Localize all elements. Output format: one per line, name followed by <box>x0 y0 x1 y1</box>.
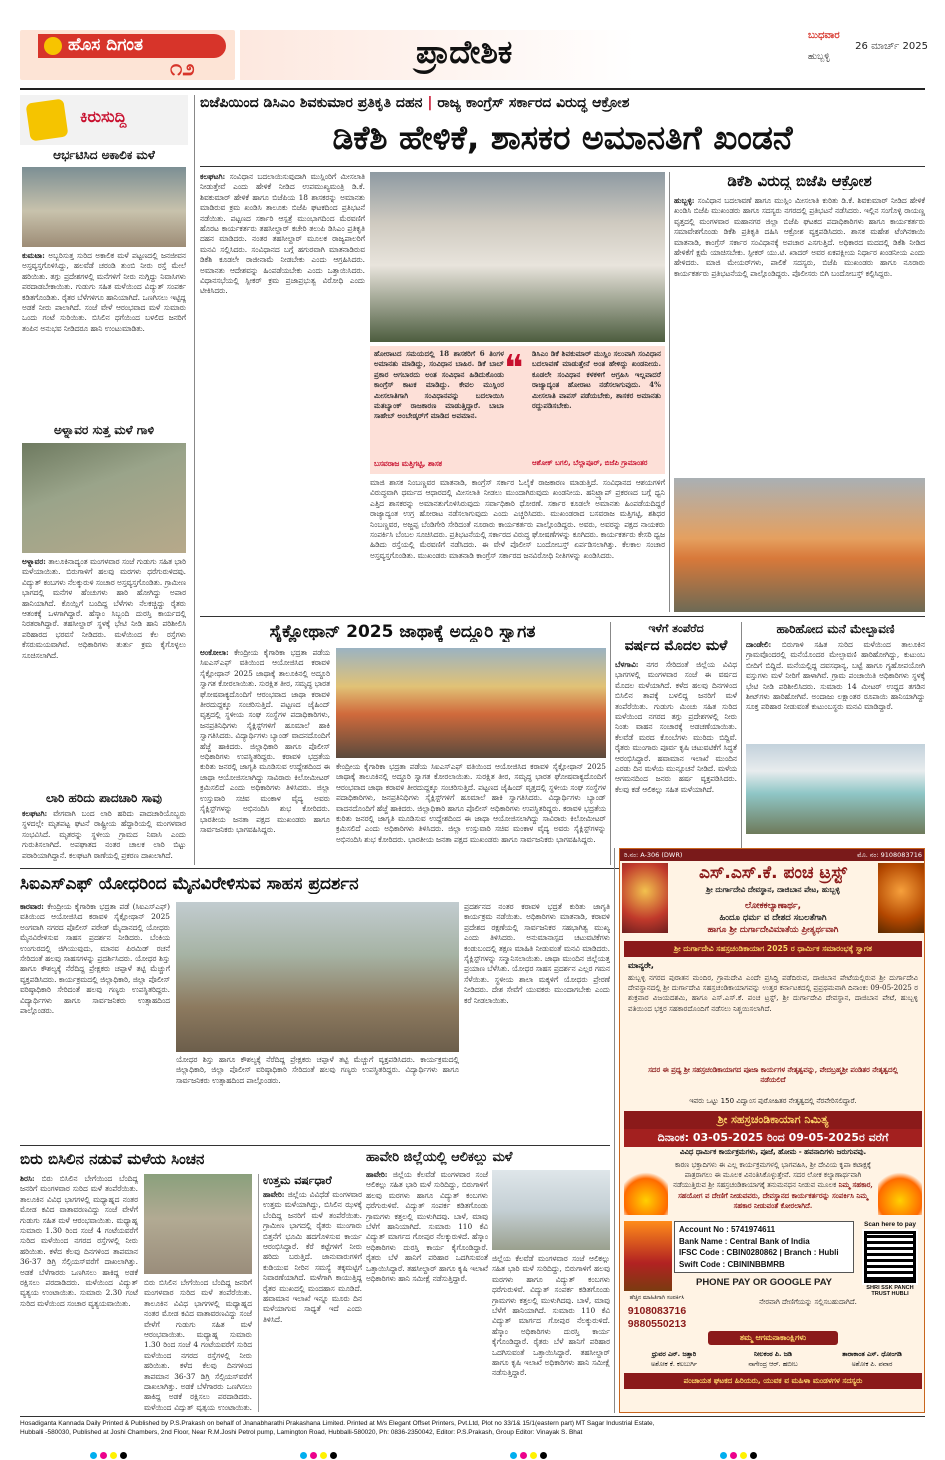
bjp-protest-photo <box>674 478 925 612</box>
scan-label: Scan here to pay <box>863 1221 917 1228</box>
ad-line1: ಲೋಕಕಲ್ಯಾಣಾರ್ಥ, <box>744 901 802 911</box>
ad-top-strip: ರಿ.ನಂ: A-306 (DWR) ಮೊ. ನಂ: 9108083716 <box>620 849 925 861</box>
cisf-body-cont: ಪ್ರದರ್ಶನದ ನಂತರ ಕರಾವಳಿ ಭದ್ರತೆ ಕುರಿತು ಜಾಗೃತಿ ಕಾರ್ಯಕ್ರಮ ನಡೆಯಿತು. ಅಧಿಕಾರಿಗಳು ಮಾತನಾಡಿ, ಕರಾವಳಿ ಪ್ರದೇಶದ ರಕ್ಷಣೆಯಲ್ಲಿ ಸಾರ್ವಜನಿಕರ ಸಹಭಾಗಿತ್ವ ಮುಖ್ಯ ಎಂದು ತಿಳಿಸಿದರು. ಅನುಮಾನಾಸ್ಪದ ಚಟುವಟಿಕೆಗಳು ಕಂಡುಬಂದಲ್ಲಿ ತಕ್ಷಣ ಮಾಹಿತಿ ನೀಡುವಂತೆ ಮನವಿ ಮಾಡಿದರು. ಸೈಕ್ಲಿಸ್ಟ್‌ಗಳನ್ನು ಸನ್ಮಾನಿಸಲಾಯಿತು. ಜಾಥಾ ಮುಂದಿನ ಜಿಲ್ಲೆಯತ್ತ ಪ್ರಯಾಣ ಬೆಳೆಸಿತು. ಯೋಧರ ಸಾಹಸ ಪ್ರದರ್ಶನ ಎಲ್ಲರ ಗಮನ ಸೆಳೆಯಿತು. ಸ್ಥಳೀಯ ಶಾಲಾ ಮಕ್ಕಳಿಗೆ ಯೋಧರು ಪ್ರೇರಣೆ ನೀಡಿದರು. ದೇಶ ಸೇವೆಗೆ ಯುವಕರು ಮುಂದಾಗಬೇಕು ಎಂದು ಕರೆ ನೀಡಲಾಯಿತು. <box>464 902 610 1005</box>
ad-footer-band: ಪಂಚಾಯತ ಘಟಕದ ಹಿರಿಯರು, ಯುವಕ ವ ಮಹಿಳಾ ಮಂಡಳಗಳ ಸದಸ್ಯರು <box>624 1373 922 1389</box>
bank-name: Bank Name : Central Bank of India <box>679 1236 810 1246</box>
rain-body: ಬೆಳಗಾವಿ: ನಗರ ಸೇರಿದಂತೆ ಜಿಲ್ಲೆಯ ವಿವಿಧ ಭಾಗಗಳಲ್ಲಿ ಮಂಗಳವಾರ ಸಂಜೆ ಈ ವರ್ಷದ ಮೊದಲ ಮಳೆಯಾಗಿದೆ. ಕಳೆದ ಹಲವು ದಿನಗಳಿಂದ ಬಿಸಿಲಿನ ತಾಪಕ್ಕೆ ಬಳಲಿದ್ದ ಜನರಿಗೆ ಮಳೆ ತಂಪೆರೆಯಿತು. ಗುಡುಗು ಮಿಂಚು ಸಹಿತ ಸುರಿದ ಮಳೆಯಿಂದ ನಗರದ ತಗ್ಗು ಪ್ರದೇಶಗಳಲ್ಲಿ ನೀರು ನಿಂತು ವಾಹನ ಸಂಚಾರಕ್ಕೆ ಅಡಚಣೆಯಾಯಿತು. ಕೆಲವೆಡೆ ಮರದ ಕೊಂಬೆಗಳು ಮುರಿದು ಬಿದ್ದಿವೆ. ರೈತರು ಮುಂಗಾರು ಪೂರ್ವ ಕೃಷಿ ಚಟುವಟಿಕೆಗೆ ಸಿದ್ಧತೆ ಆರಂಭಿಸಿದ್ದಾರೆ. ಹವಾಮಾನ ಇಲಾಖೆ ಮುಂದಿನ ಎರಡು ದಿನ ಮಳೆಯ ಮುನ್ಸೂಚನೆ ನೀಡಿದೆ. ಮಳೆಯ ಆಗಮನದಿಂದ ಜನರು ಹರ್ಷ ವ್ಯಕ್ತಪಡಿಸಿದರು. ಕೆಲವು ಕಡೆ ಆಲಿಕಲ್ಲು ಸಹಿತ ಮಳೆಯಾಗಿದೆ. <box>615 660 737 794</box>
cisf-photo <box>176 902 459 1052</box>
section-banner <box>240 30 805 80</box>
ad-line3: ಹಾಗೂ ಶ್ರೀ ದುರ್ಗಾದೇವಿಮಾತೆಯ ಪ್ರೀತ್ಯರ್ಥವಾಗಿ <box>707 925 839 935</box>
ad-body: ಹುಬ್ಬಳ್ಳಿ ನಗರದ ಪುರಾತನ ಮಂದಿರ, ಗ್ರಾಮದೇವಿ ಎಂದೇ ಪ್ರಸಿದ್ಧಿ ಪಡೆದಿರುವ, ದಾಜಿಬಾನ ಪೇಟೆಯಲ್ಲಿರುವ ಶ್ರೀ ದುರ್ಗಾದೇವಿ ದೇವಸ್ಥಾನದಲ್ಲಿ ಶ್ರೀ ದುರ್ಗಾದೇವಿ ಸಹಸ್ರಚಂಡಿಕಾಯಾಗವನ್ನು ಉತ್ತರ ಕರ್ನಾಟಕದಲ್ಲಿ ಪ್ರಪ್ರಥಮವಾಗಿ ದಿನಾಂಕ: 09-05-2025 ರ ಶುಕ್ರವಾರ ವಿಜಯದಶಮಿ, ಹಾಗೂ ಎಸ್.ಎಸ್.ಕೆ. ಪಂಚ ಟ್ರಸ್ಟ್, ಶ್ರೀ ದುರ್ಗಾದೇವಿ ದೇವಸ್ಥಾನ, ದಾಜಿಬಾನ ಪೇಟೆ, ಹುಬ್ಬಳ್ಳಿ ವತಿಯಿಂದ ಭಕ್ತರ ಸಹಕಾರದೊಂದಿಗೆ ನಡೆಸಲು ನಿಶ್ಚಯಿಸಲಾಗಿದೆ. <box>628 973 918 1013</box>
storm-photo <box>22 443 186 553</box>
road-photo <box>144 1174 252 1274</box>
ad-salutation: ಮಾನ್ಯರೇ, <box>628 961 654 970</box>
quote-box <box>370 346 665 474</box>
fire-icon <box>624 1167 668 1215</box>
brief-headline: ಲಾರಿ ಹರಿದು ಪಾದಚಾರಿ ಸಾವು <box>46 791 162 805</box>
heat-rain-body-cont: ಬಿರು ಬಿಸಿಲಿನ ಬೇಗೆಯಿಂದ ಬೆಂದಿದ್ದ ಜನರಿಗೆ ಮಂಗಳವಾರ ಸುರಿದ ಮಳೆ ತಂಪೆರೆಯಿತು. ತಾಲೂಕಿನ ವಿವಿಧ ಭಾಗಗಳಲ್ಲಿ ಮಧ್ಯಾಹ್ನದ ನಂತರ ಮೋಡ ಕವಿದ ವಾತಾವರಣವಿದ್ದು ಸಂಜೆ ವೇಳೆಗೆ ಗುಡುಗು ಸಹಿತ ಮಳೆ ಆರಂಭವಾಯಿತು. ಮಧ್ಯಾಹ್ನ ಸುಮಾರು 1.30 ರಿಂದ ಸಂಜೆ 4 ಗಂಟೆಯವರೆಗೆ ಸುರಿದ ಮಳೆಯಿಂದ ನಗರದ ರಸ್ತೆಗಳಲ್ಲಿ ನೀರು ಹರಿಯಿತು. ಕಳೆದ ಕೆಲವು ದಿನಗಳಿಂದ ತಾಪಮಾನ 36-37 ಡಿಗ್ರಿ ಸೆಲ್ಸಿಯಸ್‌ವರೆಗೆ ದಾಖಲಾಗಿತ್ತು. ಅಡಕೆ ಬೆಳೆಗಾರರು ಒಣಗಿಸಲು ಹಾಕಿದ್ದ ಅಡಕೆ ರಕ್ಷಿಸಲು ಪರದಾಡಿದರು. ಮಳೆಯಿಂದ ವಿದ್ಯುತ್ ವ್ಯತ್ಯಯ ಉಂಟಾಯಿತು. <box>144 1278 252 1412</box>
issue-date: 26 ಮಾರ್ಚ್ 2025 <box>855 41 928 52</box>
good-rain-body: ಹಾವೇರಿ: ಜಿಲ್ಲೆಯ ವಿವಿಧೆಡೆ ಮಂಗಳವಾರ ಉತ್ತಮ ಮಳೆಯಾಗಿದ್ದು, ಬಿಸಿಲಿನ ಝಳಕ್ಕೆ ಬೆಂದಿದ್ದ ಜನರಿಗೆ ಮಳೆ ತಂಪೆರೆಯಿತು. ಗ್ರಾಮೀಣ ಭಾಗದಲ್ಲಿ ರೈತರು ಮುಂಗಾರು ಬಿತ್ತನೆಗೆ ಭೂಮಿ ಹದಗೊಳಿಸುವ ಕಾರ್ಯ ಆರಂಭಿಸಿದ್ದಾರೆ. ಕೆರೆ ಕಟ್ಟೆಗಳಿಗೆ ನೀರು ಹರಿದು ಬರುತ್ತಿದೆ. ಜಾನುವಾರುಗಳಿಗೆ ಕುಡಿಯುವ ನೀರಿನ ಸಮಸ್ಯೆ ತಕ್ಕಮಟ್ಟಿಗೆ ನಿವಾರಣೆಯಾಗಿದೆ. ಮಳೆಗಾಗಿ ಕಾಯುತ್ತಿದ್ದ ರೈತರ ಮುಖದಲ್ಲಿ ಮಂದಹಾಸ ಮೂಡಿದೆ. ಹವಾಮಾನ ಇಲಾಖೆ ಇನ್ನೂ ಮೂರು ದಿನ ಮಳೆಯಾಗುವ ಸಾಧ್ಯತೆ ಇದೆ ಎಂದು ತಿಳಿಸಿದೆ. <box>263 1190 362 1324</box>
kirusuddi-header <box>20 95 188 145</box>
ifsc-code: IFSC Code : CBIN0280862 | Branch : Hubli <box>679 1248 839 1257</box>
committee-member: ನೀಲಕಂಠ ಪಿ. ಜಡಿ ನಾಗೇಂದ್ರ ಆರ್. ಹಬೀಬ <box>748 1350 798 1368</box>
issue-city: ಹುಬ್ಬಳ್ಳಿ <box>808 52 830 62</box>
temple-ad <box>619 848 925 1413</box>
ad-subtitle: ಶ್ರೀ ದುರ್ಗಾದೇವಿ ದೇವಸ್ಥಾನ, ದಾಜಿಬಾನ ಪೇಟ, ಹುಬ್ಬಳ್ಳಿ <box>706 885 840 894</box>
flood-photo <box>22 167 186 247</box>
logo-block <box>20 30 235 80</box>
qr-code[interactable] <box>864 1231 916 1283</box>
cyclothon-photo <box>336 648 606 758</box>
logo-text: ಹೊಸ ದಿಗಂತ <box>68 35 143 55</box>
quote-icon: ❝ <box>504 348 524 389</box>
issue-day: ಬುಧವಾರ <box>808 30 840 41</box>
hail-body: ಹಾವೇರಿ: ಜಿಲ್ಲೆಯ ಕೆಲವೆಡೆ ಮಂಗಳವಾರ ಸಂಜೆ ಆಲಿಕಲ್ಲು ಸಹಿತ ಭಾರಿ ಮಳೆ ಸುರಿದಿದ್ದು, ಬಿರುಗಾಳಿಗೆ ಹಲವು ಮರಗಳು ಹಾಗೂ ವಿದ್ಯುತ್ ಕಂಬಗಳು ಧರೆಗುರುಳಿವೆ. ವಿದ್ಯುತ್ ಸಂಪರ್ಕ ಕಡಿತಗೊಂಡು ಗ್ರಾಮಗಳು ಕತ್ತಲಲ್ಲಿ ಮುಳುಗಿದವು. ಬಾಳೆ, ಮಾವು ಬೆಳೆಗೆ ಹಾನಿಯಾಗಿದೆ. ಸುಮಾರು 110 ಕೆವಿ ವಿದ್ಯುತ್ ಮಾರ್ಗದ ಗೋಪುರ ನೆಲಕ್ಕುರುಳಿದೆ. ಹೆಸ್ಕಾಂ ಅಧಿಕಾರಿಗಳು ದುರಸ್ತಿ ಕಾರ್ಯ ಕೈಗೊಂಡಿದ್ದಾರೆ. ರೈತರು ಬೆಳೆ ಹಾನಿಗೆ ಪರಿಹಾರ ಒದಗಿಸುವಂತೆ ಒತ್ತಾಯಿಸಿದ್ದಾರೆ. ತಹಸೀಲ್ದಾರ್ ಹಾಗೂ ಕೃಷಿ ಇಲಾಖೆ ಅಧಿಕಾರಿಗಳು ಹಾನಿ ಸಮೀಕ್ಷೆ ನಡೆಸುತ್ತಿದ್ದಾರೆ. <box>366 1170 488 1284</box>
rain-kicker: ಇಳೆಗೆ ತಂಪೆರೆದ <box>648 622 704 635</box>
good-rain-box <box>258 1174 362 1412</box>
havana-kund-image <box>624 1221 672 1291</box>
committee-label: ತಮ್ಮ ಆಗಮನಾಕಾಂಕ್ಷಿಗಳು <box>708 1331 838 1345</box>
deity-image <box>622 863 668 933</box>
good-rain-label: ಉತ್ತಮ ವರ್ಷಧಾರೆ <box>263 1174 332 1187</box>
kirusuddi-column <box>20 95 188 865</box>
fire-icon <box>878 1167 922 1215</box>
phone-number: 9880550213 <box>627 1318 687 1330</box>
ad-pitch: ಇವರು ಒಟ್ಟು 150 ವಿದ್ವಾಂಸ ಪುರೋಹಿತರ ನೇತೃತ್ವದಲ್ಲಿ ನೆರವೇರಿಸಲಿದ್ದಾರೆ. <box>689 1097 857 1105</box>
hanuman-image <box>878 863 924 933</box>
quote-text: ಹೋರಾಟದ ಸಮಯದಲ್ಲಿ 18 ಶಾಸಕರಿಗೆ 6 ತಿಂಗಳ ಅಮಾನತು ಮಾಡಿದ್ದು, ಸಂವಿಧಾನ ಬಾಹಿರ. ಡಿಕೆ ಬಾಬ್ ಪ್ರಕಾರ ಆಗಬಾರದು ಅಂತ ಸಂವಿಧಾನ ಹಿಡಿದುಕೊಂಡು ಕಾಂಗ್ರೆಸ್ ಕಾಟಕ ಮಾಡಿದ್ದು. ಕೇವಲ ಮುಸ್ಲಿಂರ ಮೀಸಲಾತಿಗಾಗಿ ಸಂವಿಧಾನವನ್ನು ಬದಲಾಯಿಸಿ ಮತಬ್ಯಾಂಕ್ ರಾಜಕಾರಣ ಮಾಡುತ್ತಿದ್ದಾರೆ. ಬಾಬಾ ಸಾಹೇಬ್ ಅಂಬೇಡ್ಕರ್‌ಗೆ ಮಾಡಿದ ಅವಮಾನ. <box>374 349 504 421</box>
imprint: Hosadiganta Kannada Daily Printed & Published by P.S.Prakash on behalf of Jnanabharathi Prakashana Limited. Printed at M/s Elegant Offset Printers, Pvt.Ltd, Plot no 33/1& 15/1(eastern part) MT Sagar Industrial Estate, Hubballi -580030, Published at Joshi Chambers, 2nd Floor, Near R.M.Joshi Petrol pump, Lamington Road, Hubballi-580020, Ph: 0836-2350042, Editor: P.S.Prakash, Group Editor: Vinayak S. Bhat <box>20 1420 655 1436</box>
quote-author: ಆಶೋಕ್ ಬಗಲಿ, ಬೆಲ್ಲಾಪೂರ್, ಬಿಜೆಪಿ ಗ್ರಾಮಾಂತರ <box>532 459 648 467</box>
page-number: ೧೨ <box>170 56 195 81</box>
protest-photo <box>370 172 665 342</box>
pay-note: ನೇರವಾಗಿ ದೇಣಿಗೆಯನ್ನು ಸಲ್ಲಿಸಬಹುದಾಗಿದೆ. <box>759 1298 857 1306</box>
hand-icon <box>26 99 69 142</box>
cyclothon-body: ಅಂಕೋಲಾ: ಕೇಂದ್ರೀಯ ಕೈಗಾರಿಕಾ ಭದ್ರತಾ ಪಡೆಯ ಸಿಐಎಸ್‌ಎಫ್ ವತಿಯಿಂದ ಆಯೋಜಿಸಿದ ಕರಾವಳಿ ಸೈಕ್ಲೋಥಾನ್ 2025 ಜಾಥಾಕ್ಕೆ ತಾಲೂಕಿನಲ್ಲಿ ಅದ್ದೂರಿ ಸ್ವಾಗತ ಕೋರಲಾಯಿತು. ಸುರಕ್ಷಿತ ತೀರ, ಸಮೃದ್ಧ ಭಾರತ ಘೋಷವಾಕ್ಯದೊಂದಿಗೆ ಆರಂಭವಾದ ಜಾಥಾ ಕರಾವಳಿ ತೀರದುದ್ದಕ್ಕೂ ಸಂಚರಿಸುತ್ತಿದೆ. ಪಟ್ಟಣದ ಜೈಹಿಂದ್ ವೃತ್ತದಲ್ಲಿ ಸ್ಥಳೀಯ ಸಂಘ ಸಂಸ್ಥೆಗಳ ಪದಾಧಿಕಾರಿಗಳು, ಜನಪ್ರತಿನಿಧಿಗಳು ಸೈಕ್ಲಿಸ್ಟ್‌ಗಳಿಗೆ ಹೂಮಾಲೆ ಹಾಕಿ ಸ್ವಾಗತಿಸಿದರು. ವಿದ್ಯಾರ್ಥಿಗಳು ಬ್ಯಾಂಡ್ ವಾದನದೊಂದಿಗೆ ಹೆಜ್ಜೆ ಹಾಕಿದರು. ಜಿಲ್ಲಾಧಿಕಾರಿ ಹಾಗೂ ಪೊಲೀಸ್ ಅಧಿಕಾರಿಗಳು ಉಪಸ್ಥಿತರಿದ್ದರು. ಕರಾವಳಿ ಭದ್ರತೆಯ ಕುರಿತು ಜನರಲ್ಲಿ ಜಾಗೃತಿ ಮೂಡಿಸುವ ಉದ್ದೇಶದಿಂದ ಈ ಜಾಥಾ ಆಯೋಜಿಸಲಾಗಿದ್ದು ಸಾವಿರಾರು ಕಿಲೋಮೀಟರ್ ಕ್ರಮಿಸಲಿದೆ ಎಂದು ಅಧಿಕಾರಿಗಳು ತಿಳಿಸಿದರು. ಜಿಲ್ಲಾ ಉಸ್ತುವಾರಿ ಸಚಿವ ಮಂಕಾಳ ವೈದ್ಯ ಅವರು ಸೈಕ್ಲಿಸ್ಟ್‌ಗಳನ್ನು ಅಭಿನಂದಿಸಿ ಶುಭ ಕೋರಿದರು. ಭಾರತೀಯ ಜನತಾ ಪಕ್ಷದ ಮುಖಂಡರು ಹಾಗೂ ಸಾರ್ವಜನಿಕರು ಭಾಗವಹಿಸಿದ್ದರು. <box>200 648 330 834</box>
committee-member: ತಾರಾಕಾಂತ ಎಸ್. ಧೋಂಗಡಿ ಅಶೋಕ ಪಿ. ಪವಾರ <box>842 1350 902 1368</box>
brief-body: ಅಳ್ನಾವರ: ತಾಲೂಕಿನಾದ್ಯಂತ ಮಂಗಳವಾರ ಸಂಜೆ ಗುಡುಗು ಸಹಿತ ಭಾರಿ ಮಳೆಯಾಯಿತು. ಬಿರುಗಾಳಿಗೆ ಹಲವು ಮರಗಳು ಧರೆಗುರುಳಿದವು. ವಿದ್ಯುತ್ ಕಂಬಗಳು ನೆಲಕ್ಕುರುಳಿ ಸಂಚಾರ ಅಸ್ತವ್ಯಸ್ತಗೊಂಡಿತು. ಗ್ರಾಮೀಣ ಭಾಗದಲ್ಲಿ ಮನೆಗಳ ಹೆಂಚುಗಳು ಹಾರಿ ಹೋಗಿದ್ದು ಅಪಾರ ಹಾನಿಯಾಗಿದೆ. ಕೊಯ್ಲಿಗೆ ಬಂದಿದ್ದ ಬೆಳೆಗಳು ನೆಲಕಚ್ಚಿದ್ದು ರೈತರು ಆತಂಕಕ್ಕೆ ಒಳಗಾಗಿದ್ದಾರೆ. ಹೆಸ್ಕಾಂ ಸಿಬ್ಬಂದಿ ದುರಸ್ತಿ ಕಾರ್ಯದಲ್ಲಿ ನಿರತರಾಗಿದ್ದಾರೆ. ತಹಸೀಲ್ದಾರ್ ಸ್ಥಳಕ್ಕೆ ಭೇಟಿ ನೀಡಿ ಹಾನಿ ಪರಿಶೀಲಿಸಿ ಪರಿಹಾರದ ಭರವಸೆ ನೀಡಿದರು. ಮಳೆಯಿಂದ ಕೆಲ ರಸ್ತೆಗಳು ಕೆಸರುಮಯವಾಗಿವೆ. ಅಧಿಕಾರಿಗಳು ತುರ್ತು ಕ್ರಮ ಕೈಗೊಳ್ಳಲು ಸೂಚಿಸಲಾಗಿದೆ. <box>22 557 186 660</box>
date-block <box>808 30 928 62</box>
quote-author: ಬಸವರಾಜ ಮತ್ತಿಗಟ್ಟಿ, ಶಾಸಕ <box>374 459 442 468</box>
brief-headline: ಆರ್ಭಟಿಸಿದ ಅಕಾಲಿಕ ಮಳೆ <box>53 148 155 162</box>
section-title: ಪ್ರಾದೇಶಿಕ <box>416 33 513 71</box>
logo-banner <box>38 34 226 58</box>
masthead <box>0 0 945 90</box>
house-photo <box>746 744 925 834</box>
rain-headline: ವರ್ಷದ ಮೊದಲ ಮಳೆ <box>624 638 728 654</box>
phone-number: 9108083716 <box>627 1305 687 1317</box>
brief-headline: ಅಳ್ನಾವರ ಸುತ್ತ ಮಳೆ ಗಾಳಿ <box>53 423 155 437</box>
roof-headline: ಹಾರಿಹೋದ ಮನೆ ಮೇಲ್ಛಾವಣಿ <box>776 622 895 636</box>
cisf-body: ಕಾರವಾರ: ಕೇಂದ್ರೀಯ ಕೈಗಾರಿಕಾ ಭದ್ರತಾ ಪಡೆ (ಸಿಐಎಸ್‌ಎಫ್) ವತಿಯಿಂದ ಆಯೋಜಿಸಿದ ಕರಾವಳಿ ಸೈಕ್ಲೋಥಾನ್ 2025 ಅಂಗವಾಗಿ ನಗರದ ಪೊಲೀಸ್ ಪರೇಡ್ ಮೈದಾನದಲ್ಲಿ ಯೋಧರು ಮೈನವಿರೇಳಿಸುವ ಸಾಹಸ ಪ್ರದರ್ಶನ ನೀಡಿದರು. ಬೆಂಕಿಯ ಉಂಗುರದಲ್ಲಿ ಜಿಗಿಯುವುದು, ಮಾನವ ಪಿರಮಿಡ್ ರಚನೆ ಸೇರಿದಂತೆ ಹಲವು ಸಾಹಸಗಳನ್ನು ಪ್ರದರ್ಶಿಸಿದರು. ಯೋಧರ ಶಿಸ್ತು ಹಾಗೂ ಕೌಶಲ್ಯಕ್ಕೆ ನೆರೆದಿದ್ದ ಪ್ರೇಕ್ಷಕರು ಚಪ್ಪಾಳೆ ತಟ್ಟಿ ಮೆಚ್ಚುಗೆ ವ್ಯಕ್ತಪಡಿಸಿದರು. ಕಾರ್ಯಕ್ರಮದಲ್ಲಿ ಜಿಲ್ಲಾಧಿಕಾರಿ, ಜಿಲ್ಲಾ ಪೊಲೀಸ್ ವರಿಷ್ಠಾಧಿಕಾರಿ ಸೇರಿದಂತೆ ಹಲವು ಗಣ್ಯರು ಉಪಸ್ಥಿತರಿದ್ದರು. ವಿದ್ಯಾರ್ಥಿಗಳು ಹಾಗೂ ಸಾರ್ವಜನಿಕರು ಉತ್ಸಾಹದಿಂದ ಪಾಲ್ಗೊಂಡರು. <box>20 902 170 1016</box>
lead-body: ಮಾಜಿ ಶಾಸಕ ನಿಂಬಣ್ಣವರ ಮಾತನಾಡಿ, ಕಾಂಗ್ರೆಸ್ ಸರ್ಕಾರ ಓಲೈಕೆ ರಾಜಕಾರಣ ಮಾಡುತ್ತಿದೆ. ಸಂವಿಧಾನದ ಆಶಯಗಳಿಗೆ ವಿರುದ್ಧವಾಗಿ ಧರ್ಮದ ಆಧಾರದಲ್ಲಿ ಮೀಸಲಾತಿ ನೀಡಲು ಮುಂದಾಗಿರುವುದು ಖಂಡನೀಯ. ಹನಿಟ್ರ್ಯಾಪ್ ಪ್ರಕರಣದ ಬಗ್ಗೆ ಧ್ವನಿ ಎತ್ತಿದ ಶಾಸಕರನ್ನು ಅಮಾನತುಗೊಳಿಸಿರುವುದು ಸರ್ವಾಧಿಕಾರಿ ಧೋರಣೆ. ಸರ್ಕಾರ ಕೂಡಲೇ ಅಮಾನತು ಹಿಂಪಡೆಯದಿದ್ದರೆ ರಾಜ್ಯಾದ್ಯಂತ ಉಗ್ರ ಹೋರಾಟ ನಡೆಸಲಾಗುವುದು ಎಂದು ಎಚ್ಚರಿಸಿದರು. ಮುಖಂಡರಾದ ಬಸವರಾಜ ಮತ್ತಿಗಟ್ಟಿ, ಶಶಿಧರ ನಿಂಬಣ್ಣವರ, ಅಜ್ಜಪ್ಪ ಬೆಂಡಿಗೇರಿ ಸೇರಿದಂತೆ ನೂರಾರು ಕಾರ್ಯಕರ್ತರು ಪಾಲ್ಗೊಂಡಿದ್ದರು. ಅವರು, ಅವರನ್ನು ಪಕ್ಷದ ನಾಯಕರು ಸಂಪರ್ಕಿಸಿ ಬೆಂಬಲ ಸೂಚಿಸಿದರು. ಪ್ರತಿಭಟನೆಯಲ್ಲಿ ಸರ್ಕಾರದ ವಿರುದ್ಧ ಘೋಷಣೆಗಳನ್ನು ಕೂಗಿದರು. ಕಾರ್ಯಕರ್ತರು ಕೇಸರಿ ಧ್ವಜ ಹಿಡಿದು ರಸ್ತೆಯಲ್ಲಿ ಮೆರವಣಿಗೆ ನಡೆಸಿದರು. ಈ ವೇಳೆ ಪೊಲೀಸ್ ಬಂದೋಬಸ್ತ್ ಏರ್ಪಡಿಸಲಾಗಿತ್ತು. ಕೆಲಕಾಲ ಸಂಚಾರ ಅಸ್ತವ್ಯಸ್ತಗೊಂಡಿತು. ಮುಖಂಡರು ಮಾತನಾಡಿ ಕಾಂಗ್ರೆಸ್ ಸರ್ಕಾರದ ಜನವಿರೋಧಿ ನೀತಿಗಳನ್ನು ಖಂಡಿಸಿದರು. <box>370 478 665 560</box>
ad-dates: ದಿನಾಂಕ: 03-05-2025 ರಿಂದ 09-05-2025ರ ವರೆಗೆ <box>624 1129 922 1147</box>
ad-guru: ಸದರ ಈ ಪ್ರಧ್ಯ ಶ್ರೀ ಸಹಸ್ರಚಂಡಿಕಾಯಾಗದ ಪೂಜಾ ಕಾರ್ಯಗಳ ನೇತೃತ್ವವನ್ನು, ವೇದಬ್ರಹ್ಮಶ್ರೀ ಪಂಡಿತರ ನೇತೃತ್ವದಲ್ಲಿ ನಡೆಯಲಿದೆ <box>648 1065 898 1085</box>
bank-box <box>674 1221 854 1273</box>
lead-headline: ಡಿಕೆಶಿ ಹೇಳಿಕೆ, ಶಾಸಕರ ಅಮಾನತಿಗೆ ಖಂಡನೆ <box>332 118 793 157</box>
heat-rain-body: ಶಿರಸಿ: ಬಿರು ಬಿಸಿಲಿನ ಬೇಗೆಯಿಂದ ಬೆಂದಿದ್ದ ಜನರಿಗೆ ಮಂಗಳವಾರ ಸುರಿದ ಮಳೆ ತಂಪೆರೆಯಿತು. ತಾಲೂಕಿನ ವಿವಿಧ ಭಾಗಗಳಲ್ಲಿ ಮಧ್ಯಾಹ್ನದ ನಂತರ ಮೋಡ ಕವಿದ ವಾತಾವರಣವಿದ್ದು ಸಂಜೆ ವೇಳೆಗೆ ಗುಡುಗು ಸಹಿತ ಮಳೆ ಆರಂಭವಾಯಿತು. ಮಧ್ಯಾಹ್ನ ಸುಮಾರು 1.30 ರಿಂದ ಸಂಜೆ 4 ಗಂಟೆಯವರೆಗೆ ಸುರಿದ ಮಳೆಯಿಂದ ನಗರದ ರಸ್ತೆಗಳಲ್ಲಿ ನೀರು ಹರಿಯಿತು. ಕಳೆದ ಕೆಲವು ದಿನಗಳಿಂದ ತಾಪಮಾನ 36-37 ಡಿಗ್ರಿ ಸೆಲ್ಸಿಯಸ್‌ವರೆಗೆ ದಾಖಲಾಗಿತ್ತು. ಅಡಕೆ ಬೆಳೆಗಾರರು ಒಣಗಿಸಲು ಹಾಕಿದ್ದ ಅಡಕೆ ರಕ್ಷಿಸಲು ಪರದಾಡಿದರು. ಮಳೆಯಿಂದ ವಿದ್ಯುತ್ ವ್ಯತ್ಯಯ ಉಂಟಾಯಿತು. ಸುಮಾರು 2.30 ಗಂಟೆ ಸುರಿದ ಮಳೆಯಿಂದ ಸಂಚಾರ ವ್ಯತ್ಯಯವಾಯಿತು. <box>20 1174 138 1308</box>
registration-marks <box>0 1444 945 1456</box>
qr-caption: SHRI SSK PANCH TRUST HUBLI <box>866 1285 914 1297</box>
kirusuddi-label: ಕಿರುಸುದ್ದಿ <box>80 107 127 126</box>
brief-body: ಕುಮಟಾ: ಅಬ್ಬರಿಸುತ್ತ ಸುರಿದ ಅಕಾಲಿಕ ಮಳೆ ಪಟ್ಟಣದಲ್ಲಿ ಜನಜೀವನ ಅಸ್ತವ್ಯಸ್ತಗೊಳಿಸಿದ್ದು, ಹಲವೆಡೆ ಚರಂಡಿ ತುಂಬಿ ನೀರು ರಸ್ತೆ ಮೇಲೆ ಹರಿಯಿತು. ತಗ್ಗು ಪ್ರದೇಶಗಳಲ್ಲಿ ಮನೆಗಳಿಗೆ ನೀರು ನುಗ್ಗಿದ್ದು ನಿವಾಸಿಗಳು ಪರದಾಡಬೇಕಾಯಿತು. ಗುಡುಗು ಸಹಿತ ಮಳೆಯಿಂದ ವಿದ್ಯುತ್ ಸಂಪರ್ಕ ಕಡಿತಗೊಂಡಿತು. ರೈತರ ಬೆಳೆಗಳಿಗೂ ಹಾನಿಯಾಗಿದೆ. ಒಣಗಿಸಲು ಇಟ್ಟಿದ್ದ ಅಡಕೆ ನೀರು ಪಾಲಾಗಿದೆ. ಸಂಜೆ ವೇಳೆ ಆರಂಭವಾದ ಮಳೆ ಸುಮಾರು ಒಂದು ಗಂಟೆ ಸುರಿಯಿತು. ಬಿಸಿಲಿನ ಧಗೆಯಿಂದ ಬಳಲಿದ ಜನರಿಗೆ ತಂಪಿನ ಅನುಭವ ನೀಡಿದರೂ ಹಾನಿ ಉಂಟುಮಾಡಿತು. <box>22 251 186 333</box>
bjp-body: ಹುಬ್ಬಳ್ಳಿ: ಸಂವಿಧಾನ ಬದಲಾವಣೆ ಹಾಗೂ ಮುಸ್ಲಿಂ ಮೀಸಲಾತಿ ಕುರಿತು ಡಿ.ಕೆ. ಶಿವಕುಮಾರ್ ನೀಡಿದ ಹೇಳಿಕೆ ಖಂಡಿಸಿ ಬಿಜೆಪಿ ಮುಖಂಡರು ಹಾಗೂ ಸದಸ್ಯರು ನಗರದಲ್ಲಿ ಪ್ರತಿಭಟನೆ ನಡೆಸಿದರು. ಇಲ್ಲಿನ ಸಂಗೊಳ್ಳಿ ರಾಯಣ್ಣ ವೃತ್ತದಲ್ಲಿ ಮಂಗಳವಾರ ಮಹಾನಗರ ಜಿಲ್ಲಾ ಬಿಜೆಪಿ ಘಟಕದ ಪದಾಧಿಕಾರಿಗಳು ಹಾಗೂ ಕಾರ್ಯಕರ್ತರು ಸಮಾವೇಶಗೊಂಡು ಡಿಕೆಶಿ ಪ್ರತಿಕೃತಿ ದಹಿಸಿ ಆಕ್ರೋಶ ವ್ಯಕ್ತಪಡಿಸಿದರು. ಶಾಸಕ ಮಹೇಶ ಟೆಂಗಿನಕಾಯಿ ಮಾತನಾಡಿ, ಕಾಂಗ್ರೆಸ್ ಸರ್ಕಾರ ಸಂವಿಧಾನಕ್ಕೆ ಅಪಚಾರ ಎಸಗುತ್ತಿದೆ. ಅಧಿಕಾರದ ಮದದಲ್ಲಿ ಡಿಕೆಶಿ ನೀಡಿದ ಹೇಳಿಕೆಗೆ ಕ್ಷಮೆ ಯಾಚಿಸಬೇಕು. ಸ್ಪೀಕರ್ ಯು.ಟಿ. ಖಾದರ್ ಅವರ ಏಕಪಕ್ಷೀಯ ನಿರ್ಧಾರ ಖಂಡನೀಯ ಎಂದು ಹೇಳಿದರು. ಮಾಜಿ ಮೇಯರ್‌ಗಳು, ಪಾಲಿಕೆ ಸದಸ್ಯರು, ಬಿಜೆಪಿ ಮುಖಂಡರು ಹಾಗೂ ನೂರಾರು ಕಾರ್ಯಕರ್ತರು ಪ್ರತಿಭಟನೆಯಲ್ಲಿ ಪಾಲ್ಗೊಂಡಿದ್ದರು. ಪೊಲೀಸರು ಬಿಗಿ ಬಂದೋಬಸ್ತ್ ಕಲ್ಪಿಸಿದ್ದರು. <box>674 196 925 278</box>
ad-banner: ಶ್ರೀ ದುರ್ಗಾದೇವಿ ಸಹಸ್ರಚಂಡಿಕಾಯಾಗ 2025 ರ ಧಾರ್ಮಿಕ ಸಮಾರಂಭಕ್ಕೆ ಸ್ವಾಗತ <box>624 941 922 957</box>
account-number: Account No : 5741974611 <box>679 1225 776 1234</box>
cyclothon-body-cont: ಕೇಂದ್ರೀಯ ಕೈಗಾರಿಕಾ ಭದ್ರತಾ ಪಡೆಯ ಸಿಐಎಸ್‌ಎಫ್ ವತಿಯಿಂದ ಆಯೋಜಿಸಿದ ಕರಾವಳಿ ಸೈಕ್ಲೋಥಾನ್ 2025 ಜಾಥಾಕ್ಕೆ ತಾಲೂಕಿನಲ್ಲಿ ಅದ್ದೂರಿ ಸ್ವಾಗತ ಕೋರಲಾಯಿತು. ಸುರಕ್ಷಿತ ತೀರ, ಸಮೃದ್ಧ ಭಾರತ ಘೋಷವಾಕ್ಯದೊಂದಿಗೆ ಆರಂಭವಾದ ಜಾಥಾ ಕರಾವಳಿ ತೀರದುದ್ದಕ್ಕೂ ಸಂಚರಿಸುತ್ತಿದೆ. ಪಟ್ಟಣದ ಜೈಹಿಂದ್ ವೃತ್ತದಲ್ಲಿ ಸ್ಥಳೀಯ ಸಂಘ ಸಂಸ್ಥೆಗಳ ಪದಾಧಿಕಾರಿಗಳು, ಜನಪ್ರತಿನಿಧಿಗಳು ಸೈಕ್ಲಿಸ್ಟ್‌ಗಳಿಗೆ ಹೂಮಾಲೆ ಹಾಕಿ ಸ್ವಾಗತಿಸಿದರು. ವಿದ್ಯಾರ್ಥಿಗಳು ಬ್ಯಾಂಡ್ ವಾದನದೊಂದಿಗೆ ಹೆಜ್ಜೆ ಹಾಕಿದರು. ಜಿಲ್ಲಾಧಿಕಾರಿ ಹಾಗೂ ಪೊಲೀಸ್ ಅಧಿಕಾರಿಗಳು ಉಪಸ್ಥಿತರಿದ್ದರು. ಕರಾವಳಿ ಭದ್ರತೆಯ ಕುರಿತು ಜನರಲ್ಲಿ ಜಾಗೃತಿ ಮೂಡಿಸುವ ಉದ್ದೇಶದಿಂದ ಈ ಜಾಥಾ ಆಯೋಜಿಸಲಾಗಿದ್ದು ಸಾವಿರಾರು ಕಿಲೋಮೀಟರ್ ಕ್ರಮಿಸಲಿದೆ ಎಂದು ಅಧಿಕಾರಿಗಳು ತಿಳಿಸಿದರು. ಜಿಲ್ಲಾ ಉಸ್ತುವಾರಿ ಸಚಿವ ಮಂಕಾಳ ವೈದ್ಯ ಅವರು ಸೈಕ್ಲಿಸ್ಟ್‌ಗಳನ್ನು ಅಭಿನಂದಿಸಿ ಶುಭ ಕೋರಿದರು. ಭಾರತೀಯ ಜನತಾ ಪಕ್ಷದ ಮುಖಂಡರು ಹಾಗೂ ಸಾರ್ವಜನಿಕರು ಭಾಗವಹಿಸಿದ್ದರು. <box>336 762 606 844</box>
contact-label: ಹೆಚ್ಚಿನ ಮಾಹಿತಿಗಾಗಿ ಸಂಪರ್ಕಿಸಿ <box>629 1295 685 1301</box>
quote-text: ಡಿಸಿಎಂ ಡಿಕೆ ಶಿವಕುಮಾರ್ ಮುಸ್ಲಿಂ ಸಲುವಾಗಿ ಸಂವಿಧಾನ ಬದಲಾವಣೆ ಮಾಡುತ್ತೇನೆ ಅಂತ ಹೇಳಿದ್ದು ಖಂಡನೀಯ. ಕೂಡಲೇ ಸಂವಿಧಾನ ಕಳಕಳಿಗೆ ಆಗ್ರಹಿಸಿ ಇಲ್ಲವಾದರೆ ರಾಜ್ಯಾದ್ಯಂತ ಹೋರಾಟ ನಡೆಸಲಾಗುವುದು. 4% ಮೀಸಲಾತಿ ವಾಪಸ್ ಪಡೆಯಬೇಕು, ಶಾಸಕರ ಅಮಾನತು ರದ್ದುಪಡಿಸಬೇಕು. <box>532 349 661 411</box>
roof-body: ದಾಂಡೇಲಿ: ಬಿರುಗಾಳಿ ಸಹಿತ ಸುರಿದ ಮಳೆಯಿಂದ ತಾಲೂಕಿನ ಗ್ರಾಮವೊಂದರಲ್ಲಿ ಮನೆಯೊಂದರ ಮೇಲ್ಛಾವಣಿ ಹಾರಿಹೋಗಿದ್ದು, ಕುಟುಂಬ ಬೀದಿಗೆ ಬಿದ್ದಿದೆ. ಮನೆಯಲ್ಲಿದ್ದ ದವಸಧಾನ್ಯ, ಬಟ್ಟೆ ಹಾಗೂ ಗೃಹೋಪಯೋಗಿ ವಸ್ತುಗಳು ಮಳೆ ನೀರಿಗೆ ಹಾಳಾಗಿವೆ. ಗ್ರಾಮ ಪಂಚಾಯಿತಿ ಅಧಿಕಾರಿಗಳು ಸ್ಥಳಕ್ಕೆ ಭೇಟಿ ನೀಡಿ ಪರಿಶೀಲಿಸಿದರು. ಸುಮಾರು 14 ಮೀಟರ್ ಉದ್ದದ ತಗಡಿನ ಶೀಟ್‌ಗಳು ಹಾರಿಹೋಗಿವೆ. ಅಂದಾಜು ಲಕ್ಷಾಂತರ ರೂಪಾಯಿ ಹಾನಿಯಾಗಿದ್ದು ಸೂಕ್ತ ಪರಿಹಾರ ನೀಡುವಂತೆ ಕುಟುಂಬಸ್ಥರು ಮನವಿ ಮಾಡಿದ್ದಾರೆ. <box>746 640 925 712</box>
tower-photo <box>492 1170 610 1250</box>
ad-event-title: ಶ್ರೀ ಸಹಸ್ರಚಂಡಿಕಾಯಾಗ ನಿಮಿತ್ಯ <box>624 1111 922 1129</box>
pay-line: PHONE PAY OR GOOGLE PAY <box>695 1277 833 1288</box>
committee-member: ಧ್ರುವರ ಎನ್. ಜತ್ತಾರಿ ಅಶೋಕ ಕೆ. ಕಲಬುರ್ಗಿ <box>650 1350 698 1368</box>
bjp-headline: ಡಿಕೆಶಿ ವಿರುದ್ಧ ಬಿಜೆಪಿ ಆಕ್ರೋಶ <box>727 172 872 190</box>
lead-kicker: ಬಿಜೆಪಿಯಿಂದ ಡಿಸಿಎಂ ಶಿವಕುಮಾರ ಪ್ರತಿಕೃತಿ ದಹನ | ರಾಜ್ಯ ಕಾಂಗ್ರೆಸ್ ಸರ್ಕಾರದ ವಿರುದ್ಧ ಆಕ್ರೋಶ <box>200 95 630 111</box>
swift-code: Swift Code : CBININBBMRB <box>679 1259 785 1269</box>
ad-appeal: ಕಾರಣ ಭಕ್ತಾದಿಗಳು ಈ ಎಲ್ಲ ಕಾರ್ಯಕ್ರಮಗಳಲ್ಲಿ ಭಾಗವಹಿಸಿ, ಶ್ರೀ ದೇವಿಯ ಕೃಪಾ ಕಟಾಕ್ಷಕ್ಕೆ ಪಾತ್ರರಾಗಲು ಈ ಮೂಲಕ ವಿನಂತಿಸಿಕೊಳ್ಳುತ್ತೇವೆ. ಸದರ ಲೋಕ ಕಲ್ಯಾಣಾರ್ಥವಾಗಿ ನಡೆಯುತ್ತಿರುವ ಶ್ರೀ ಸಹಸ್ರಚಂಡಿಕಾಯಾಗಕ್ಕೆ ತನುಮನಧನ ನೀಡುವ ಮೂಲಕ ನಿಮ್ಮ ಸಹಕಾರ, ಸಹಯೋಗ ವ ದೇಣಿಗೆ ನೀಡುವವರು, ದೇವಸ್ಥಾನದ ಕಾರ್ಯಕರ್ತರನ್ನು ಸಂಪರ್ಕಿಸಿ ನಿಮ್ಮ ಸಹಕಾರ ನೀಡುವಂತೆ ಕೋರಲಾಗಿದೆ. <box>673 1161 873 1211</box>
ad-title: ಎಸ್.ಎಸ್.ಕೆ. ಪಂಚ ಟ್ರಸ್ಟ್ <box>698 863 848 883</box>
ad-line2: ಹಿಂದೂ ಧರ್ಮ ವ ದೇಶದ ಸಬಲತೆಗಾಗಿ <box>719 913 827 923</box>
heat-rain-headline: ಬಿರು ಬಿಸಿಲಿನ ನಡುವೆ ಮಳೆಯ ಸಿಂಚನ <box>20 1150 205 1168</box>
brief-body: ಕಲಘಟಗಿ: ವೇಗವಾಗಿ ಬಂದ ಲಾರಿ ಹರಿದು ಪಾದಚಾರಿಯೊಬ್ಬರು ಸ್ಥಳದಲ್ಲೇ ಮೃತಪಟ್ಟ ಘಟನೆ ರಾಷ್ಟ್ರೀಯ ಹೆದ್ದಾರಿಯಲ್ಲಿ ಮಂಗಳವಾರ ಸಂಭವಿಸಿದೆ. ಮೃತರನ್ನು ಸ್ಥಳೀಯ ಗ್ರಾಮದ ನಿವಾಸಿ ಎಂದು ಗುರುತಿಸಲಾಗಿದೆ. ಅಪಘಾತದ ನಂತರ ಚಾಲಕ ಲಾರಿ ಬಿಟ್ಟು ಪರಾರಿಯಾಗಿದ್ದಾನೆ. ಕಲಘಟಗಿ ಠಾಣೆಯಲ್ಲಿ ಪ್ರಕರಣ ದಾಖಲಾಗಿದೆ. <box>22 809 186 860</box>
cisf-body-cont: ಯೋಧರ ಶಿಸ್ತು ಹಾಗೂ ಕೌಶಲ್ಯಕ್ಕೆ ನೆರೆದಿದ್ದ ಪ್ರೇಕ್ಷಕರು ಚಪ್ಪಾಳೆ ತಟ್ಟಿ ಮೆಚ್ಚುಗೆ ವ್ಯಕ್ತಪಡಿಸಿದರು. ಕಾರ್ಯಕ್ರಮದಲ್ಲಿ ಜಿಲ್ಲಾಧಿಕಾರಿ, ಜಿಲ್ಲಾ ಪೊಲೀಸ್ ವರಿಷ್ಠಾಧಿಕಾರಿ ಸೇರಿದಂತೆ ಹಲವು ಗಣ್ಯರು ಉಪಸ್ಥಿತರಿದ್ದರು. ವಿದ್ಯಾರ್ಥಿಗಳು ಹಾಗೂ ಸಾರ್ವಜನಿಕರು ಉತ್ಸಾಹದಿಂದ ಪಾಲ್ಗೊಂಡರು. <box>176 1055 459 1085</box>
cyclothon-headline: ಸೈಕ್ಲೋಥಾನ್ 2025 ಜಾಥಾಕ್ಕೆ ಅದ್ದೂರಿ ಸ್ವಾಗತ <box>269 622 536 642</box>
ad-dates-sub: ವಿವಿಧ ಧಾರ್ಮಿಕ ಕಾರ್ಯಕ್ರಮಗಳು, ಪೂಜೆ, ಹೋಮ - ಹವನಾದಿಗಳು ಜರುಗುವವು. <box>679 1148 867 1156</box>
hail-body-cont: ಜಿಲ್ಲೆಯ ಕೆಲವೆಡೆ ಮಂಗಳವಾರ ಸಂಜೆ ಆಲಿಕಲ್ಲು ಸಹಿತ ಭಾರಿ ಮಳೆ ಸುರಿದಿದ್ದು, ಬಿರುಗಾಳಿಗೆ ಹಲವು ಮರಗಳು ಹಾಗೂ ವಿದ್ಯುತ್ ಕಂಬಗಳು ಧರೆಗುರುಳಿವೆ. ವಿದ್ಯುತ್ ಸಂಪರ್ಕ ಕಡಿತಗೊಂಡು ಗ್ರಾಮಗಳು ಕತ್ತಲಲ್ಲಿ ಮುಳುಗಿದವು. ಬಾಳೆ, ಮಾವು ಬೆಳೆಗೆ ಹಾನಿಯಾಗಿದೆ. ಸುಮಾರು 110 ಕೆವಿ ವಿದ್ಯುತ್ ಮಾರ್ಗದ ಗೋಪುರ ನೆಲಕ್ಕುರುಳಿದೆ. ಹೆಸ್ಕಾಂ ಅಧಿಕಾರಿಗಳು ದುರಸ್ತಿ ಕಾರ್ಯ ಕೈಗೊಂಡಿದ್ದಾರೆ. ರೈತರು ಬೆಳೆ ಹಾನಿಗೆ ಪರಿಹಾರ ಒದಗಿಸುವಂತೆ ಒತ್ತಾಯಿಸಿದ್ದಾರೆ. ತಹಸೀಲ್ದಾರ್ ಹಾಗೂ ಕೃಷಿ ಇಲಾಖೆ ಅಧಿಕಾರಿಗಳು ಹಾನಿ ಸಮೀಕ್ಷೆ ನಡೆಸುತ್ತಿದ್ದಾರೆ. <box>492 1254 610 1378</box>
logo-icon <box>44 37 62 55</box>
hail-headline: ಹಾವೇರಿ ಜಿಲ್ಲೆಯಲ್ಲಿ ಆಲಿಕಲ್ಲು ಮಳೆ <box>366 1150 513 1165</box>
lead-body: ಕಲಘಟಗಿ: ಸಂವಿಧಾನ ಬದಲಾಯಿಸುವುದಾಗಿ ಮುಸ್ಲಿಂರಿಗೆ ಮೀಸಲಾತಿ ನೀಡುತ್ತೇವೆ ಎಂದು ಹೇಳಿಕೆ ನೀಡಿದ ಉಪಮುಖ್ಯಮಂತ್ರಿ ಡಿ.ಕೆ. ಶಿವಕುಮಾರ್ ಹೇಳಿಕೆ ಹಾಗೂ ಬಿಜೆಪಿಯ 18 ಶಾಸಕರನ್ನು ಅಮಾನತು ಮಾಡಿರುವ ಕ್ರಮ ಖಂಡಿಸಿ ತಾಲೂಕು ಬಿಜೆಪಿ ಘಟಕದಿಂದ ಪ್ರತಿಭಟನೆ ನಡೆಯಿತು. ಪಟ್ಟಣದ ಸರ್ಕಾರಿ ಆಸ್ಪತ್ರೆ ಮುಂಭಾಗದಿಂದ ಮೆರವಣಿಗೆ ಹೊರಟ ಕಾರ್ಯಕರ್ತರು ತಹಸೀಲ್ದಾರ್ ಕಚೇರಿ ತಲುಪಿ ಡಿಸಿಎಂ ಪ್ರತಿಕೃತಿ ದಹನ ಮಾಡಿದರು. ನಂತರ ತಹಸೀಲ್ದಾರ್ ಮೂಲಕ ರಾಜ್ಯಪಾಲರಿಗೆ ಮನವಿ ಸಲ್ಲಿಸಿದರು. ಸಂವಿಧಾನದ ಬಗ್ಗೆ ಹಗುರವಾಗಿ ಮಾತನಾಡಿರುವ ಡಿಕೆಶಿ ಕೂಡಲೇ ರಾಜೀನಾಮೆ ನೀಡಬೇಕು ಎಂದು ಆಗ್ರಹಿಸಿದರು. ಅಮಾನತು ಆದೇಶವನ್ನು ಹಿಂಪಡೆಯಬೇಕು ಎಂದು ಒತ್ತಾಯಿಸಿದರು. ವಿಧಾನಸಭೆಯಲ್ಲಿ ಸ್ಪೀಕರ್ ಕ್ರಮ ಪ್ರಜಾಪ್ರಭುತ್ವ ವಿರೋಧಿ ಎಂದು ಟೀಕಿಸಿದರು. <box>200 172 365 296</box>
cisf-headline: ಸಿಐಎಸ್‌ಎಫ್ ಯೋಧರಿಂದ ಮೈನವಿರೇಳಿಸುವ ಸಾಹಸ ಪ್ರದರ್ಶನ <box>20 874 359 894</box>
